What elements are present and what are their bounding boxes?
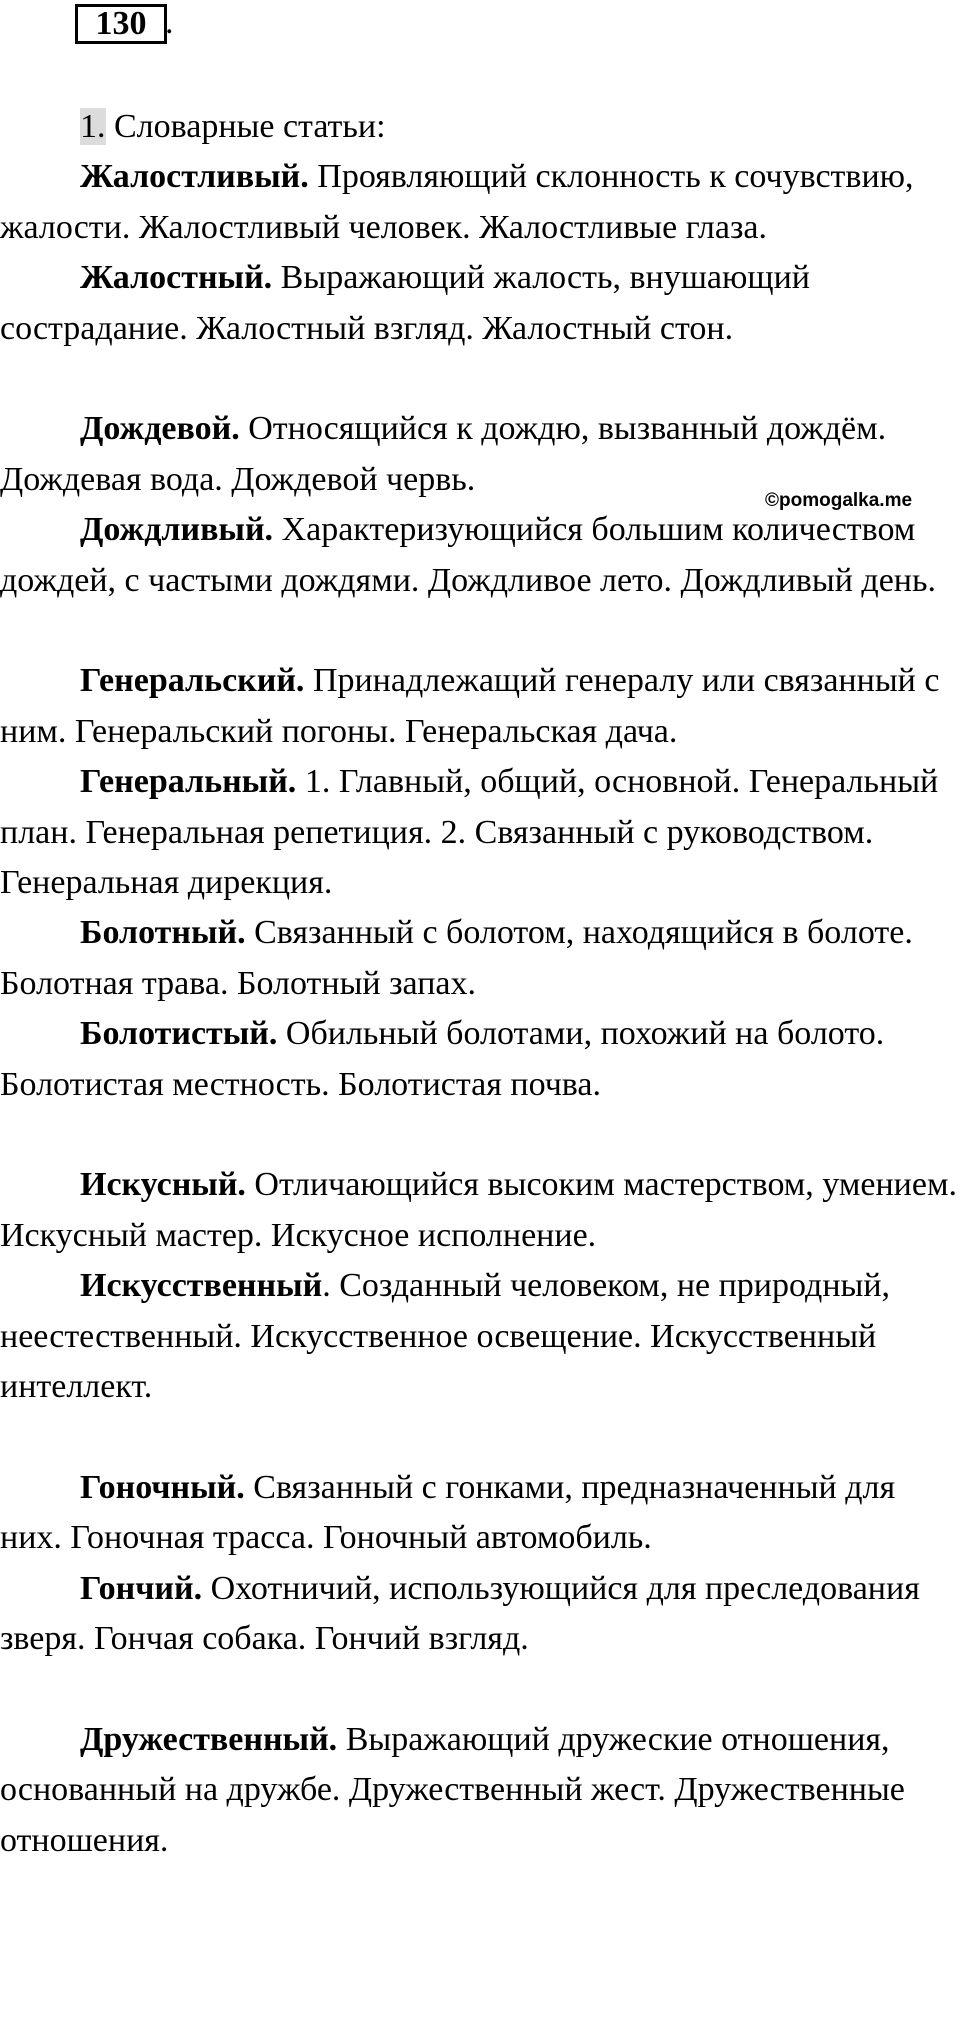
group-separator — [0, 354, 960, 404]
entry-term: Генеральский. — [80, 662, 305, 700]
dictionary-entry — [0, 253, 960, 354]
dictionary-entries — [0, 102, 960, 1866]
watermark: ©pomogalka.me — [765, 490, 913, 511]
entry-definition: Принадлежащий генералу или связанный с ним. Генеральский погоны. Генеральская дача. — [0, 662, 940, 750]
entry-definition: Связанный с болотом, находящийся в болоте. Болотная трава. Болотный запах. — [0, 914, 913, 1002]
entry-term: Болотный. — [80, 914, 246, 952]
entry-term: Гоночный. — [80, 1468, 245, 1506]
task-intro — [0, 102, 960, 152]
entry-definition: . Созданный человеком, не природный, неестественный. Искусственное освещение. Искусственный интеллект. — [0, 1267, 891, 1406]
entry-definition: Связанный с гонками, предназначенный для них. Гоночная трасса. Гоночный автомобиль. — [0, 1468, 896, 1557]
entry-term: Жалостный. — [80, 259, 273, 297]
entry-definition: Характеризующийся большим количеством дождей, с частыми дождями. Дождливое лето. Дождливый день. — [0, 511, 936, 599]
entry-definition: Обильный болотами, похожий на болото. Болотистая местность. Болотистая почва. — [0, 1015, 885, 1103]
entry-term: Болотистый. — [80, 1015, 278, 1053]
task-intro-text: Словарные статьи: — [105, 108, 386, 145]
entry-definition: Относящийся к дождю, вызванный дождём. Дождевая вода. Дождевой червь. — [0, 410, 887, 498]
exercise-number: 130 — [95, 5, 147, 42]
exercise-number-dot: . — [165, 4, 174, 41]
entry-term: Дождливый. — [80, 511, 274, 549]
entry-definition: Выражающий дружеские отношения, основанный на дружбе. Дружественный жест. Дружественные отношения. — [0, 1720, 905, 1859]
group-separator — [0, 1110, 960, 1160]
group-separator — [0, 606, 960, 656]
group-separator — [0, 1665, 960, 1715]
entry-term: Генеральный. — [80, 763, 297, 801]
entry-term: Дождевой. — [80, 410, 240, 448]
dictionary-entry — [0, 1715, 960, 1866]
group-separator — [0, 1413, 960, 1463]
dictionary-entry — [0, 1261, 960, 1412]
dictionary-entry — [0, 656, 960, 757]
entry-definition: Выражающий жалость, внушающий сострадание. Жалостный взгляд. Жалостный стон. — [0, 259, 810, 347]
dictionary-entry — [0, 1009, 960, 1110]
entry-definition: Проявляющий склонность к сочувствию, жалости. Жалостливый человек. Жалостливые глаза. — [0, 158, 914, 246]
dictionary-entry — [0, 152, 960, 253]
dictionary-entry — [0, 505, 960, 606]
entry-definition: Отличающийся высоким мастерством, умением. Искусный мастер. Искусное исполнение. — [0, 1166, 957, 1254]
dictionary-entry — [0, 757, 960, 908]
dictionary-entry — [0, 1160, 960, 1261]
entry-term: Гончий. — [80, 1569, 203, 1607]
entry-definition: Охотничий, использующийся для преследования зверя. Гончая собака. Гончий взгляд. — [0, 1569, 920, 1658]
exercise-number-box — [75, 4, 167, 44]
entry-definition: 1. Главный, общий, основной. Генеральный план. Генеральная репетиция. 2. Связанный с руководством. Генеральная дирекция. — [0, 763, 939, 902]
dictionary-entry — [0, 1564, 960, 1665]
entry-term: Жалостливый. — [80, 158, 309, 196]
task-number: 1. — [80, 108, 106, 145]
dictionary-entry — [0, 1463, 960, 1564]
entry-term: Искусный. — [80, 1166, 246, 1204]
dictionary-entry — [0, 908, 960, 1009]
entry-term: Дружественный. — [80, 1720, 338, 1758]
entry-term: Искусственный — [80, 1267, 323, 1305]
